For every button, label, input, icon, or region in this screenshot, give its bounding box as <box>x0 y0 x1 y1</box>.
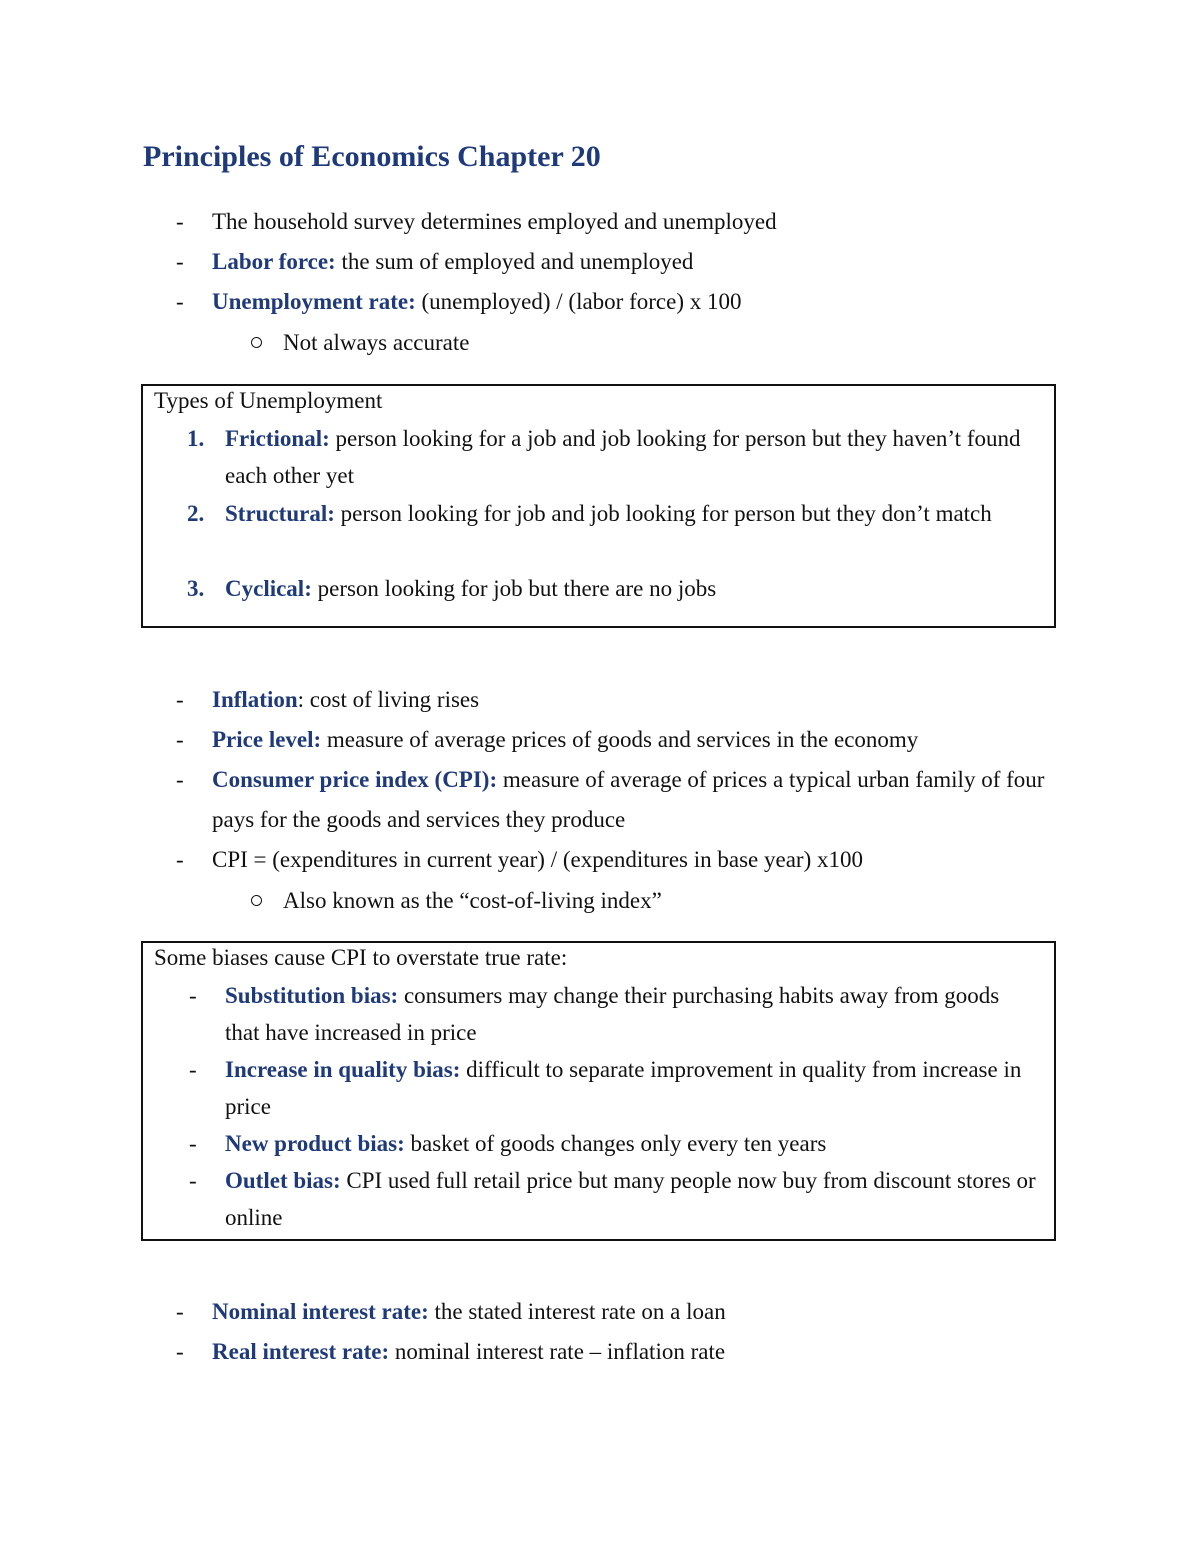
dash-bullet: - <box>189 1057 197 1082</box>
bullet-list-employment <box>0 202 1200 364</box>
definition-text: the sum of employed and unemployed <box>335 249 694 274</box>
term-label: Real interest rate: <box>212 1339 390 1364</box>
definition-text: (unemployed) / (labor force) x 100 <box>415 289 742 314</box>
definition-text: consumers may change their purchasing habits away from goods that have increased in price <box>225 983 1000 1045</box>
cpi-biases-box <box>141 941 1056 1241</box>
dash-bullet: - <box>189 1131 197 1156</box>
list-item <box>0 840 1200 880</box>
term-label: Increase in quality bias: <box>225 1057 461 1082</box>
list-item <box>225 420 1036 494</box>
bullet-list-inflation <box>0 680 1200 922</box>
list-item <box>0 680 1200 720</box>
term-label: Inflation <box>212 687 298 712</box>
dash-bullet: - <box>176 687 184 712</box>
bullet-text: The household survey determines employed and unemployed <box>212 209 777 234</box>
dash-bullet: - <box>176 1299 184 1324</box>
box-heading: Some biases cause CPI to overstate true rate: <box>154 945 568 970</box>
item-number: 2. <box>187 501 205 526</box>
list-item <box>225 1051 1036 1125</box>
page-title: Principles of Economics Chapter 20 <box>143 140 601 173</box>
dash-bullet: - <box>176 289 184 314</box>
types-of-unemployment-box <box>141 384 1056 628</box>
definition-text: basket of goods changes only every ten years <box>404 1131 827 1156</box>
definition-text: nominal interest rate – inflation rate <box>389 1339 726 1364</box>
definition-text: : cost of living rises <box>297 687 480 712</box>
sub-list-item <box>0 322 1200 364</box>
dash-bullet: - <box>189 983 197 1008</box>
definition-text: CPI used full retail price but many people now buy from discount stores or online <box>225 1168 1036 1230</box>
list-item <box>225 495 1036 532</box>
circle-bullet-icon <box>251 895 262 906</box>
term-label: Substitution bias: <box>225 983 399 1008</box>
dash-bullet: - <box>176 847 184 872</box>
term-label: Labor force: <box>212 249 336 274</box>
bullet-text: CPI = (expenditures in current year) / (expenditures in base year) x100 <box>212 847 863 872</box>
dash-bullet: - <box>176 1339 184 1364</box>
list-item <box>225 977 1036 1051</box>
term-label: Structural: <box>225 501 335 526</box>
term-label: Unemployment rate: <box>212 289 416 314</box>
definition-text: measure of average prices of goods and services in the economy <box>321 727 919 752</box>
definition-text: person looking for job but there are no jobs <box>311 576 717 601</box>
term-label: Consumer price index (CPI): <box>212 767 498 792</box>
dash-bullet: - <box>189 1168 197 1193</box>
list-item <box>225 1162 1036 1236</box>
item-number: 1. <box>187 426 205 451</box>
list-item <box>0 1332 1200 1372</box>
list-item <box>0 760 1200 840</box>
box-heading: Types of Unemployment <box>154 388 383 413</box>
term-label: Nominal interest rate: <box>212 1299 429 1324</box>
list-item <box>0 282 1200 322</box>
circle-bullet-icon <box>251 337 262 348</box>
sub-bullet-text: Not always accurate <box>283 330 470 355</box>
definition-text: person looking for job and job looking for person but they don’t match <box>334 501 992 526</box>
item-number: 3. <box>187 576 205 601</box>
term-label: Price level: <box>212 727 322 752</box>
list-item <box>225 1125 1036 1162</box>
list-item <box>0 720 1200 760</box>
definition-text: difficult to separate improvement in quality from increase in price <box>225 1057 1022 1119</box>
sub-bullet-text: Also known as the “cost-of-living index” <box>283 888 662 913</box>
list-item <box>0 202 1200 242</box>
term-label: New product bias: <box>225 1131 405 1156</box>
definition-text: person looking for a job and job looking for person but they haven’t found each other yet <box>225 426 1021 488</box>
term-label: Frictional: <box>225 426 330 451</box>
dash-bullet: - <box>176 209 184 234</box>
list-item <box>0 1292 1200 1332</box>
term-label: Outlet bias: <box>225 1168 341 1193</box>
term-label: Cyclical: <box>225 576 312 601</box>
list-item <box>0 242 1200 282</box>
list-item <box>225 570 1036 607</box>
definition-text: measure of average of prices a typical urban family of four pays for the goods and services they produce <box>212 767 1045 832</box>
dash-bullet: - <box>176 727 184 752</box>
dash-bullet: - <box>176 767 184 792</box>
sub-list-item <box>0 880 1200 922</box>
dash-bullet: - <box>176 249 184 274</box>
definition-text: the stated interest rate on a loan <box>428 1299 726 1324</box>
bullet-list-interest-rates <box>0 1292 1200 1372</box>
